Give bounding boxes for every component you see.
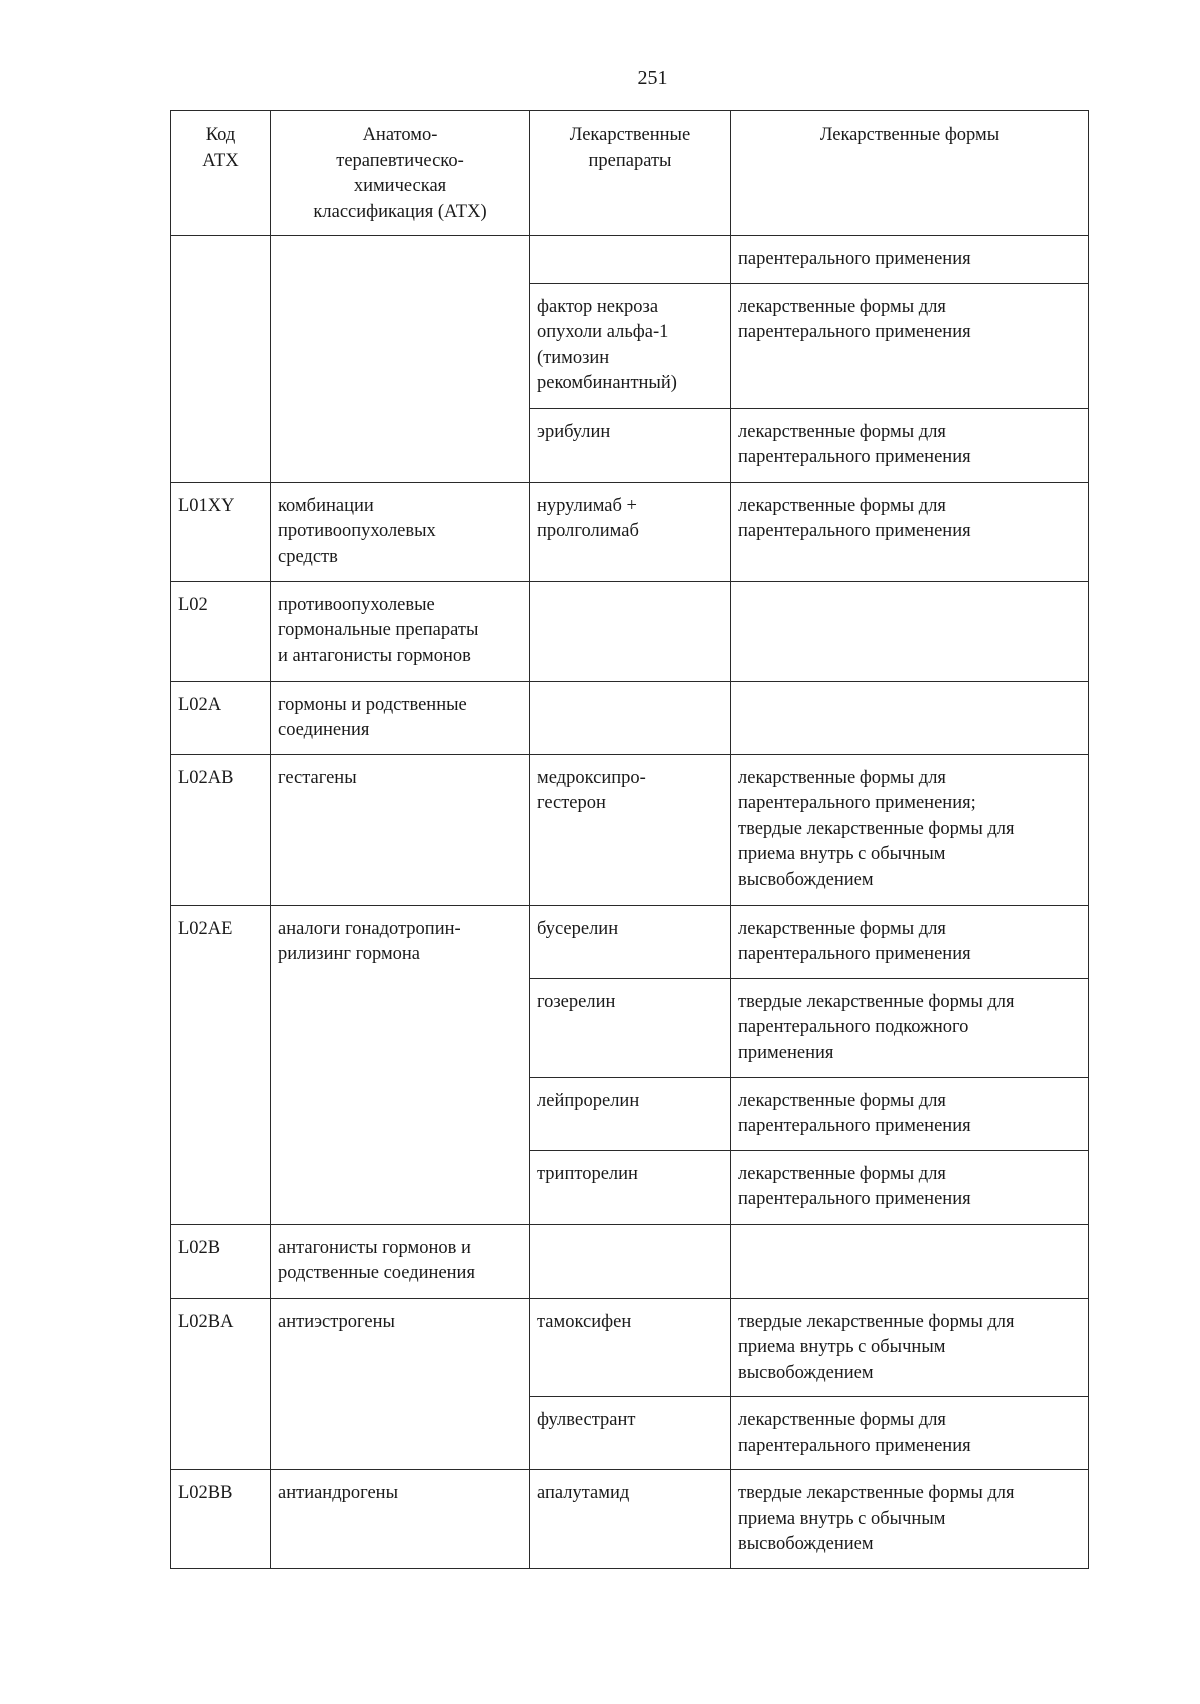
table-row — [171, 482, 1089, 581]
form-cell: лекарственные формы для парентерального применения — [731, 1397, 1089, 1470]
form-cell: твердые лекарственные формы для приема внутрь с обычным высвобождением — [731, 1298, 1089, 1397]
form-cell: твердые лекарственные формы для парентерального подкожного применения — [731, 978, 1089, 1077]
header-code: Код АТХ — [171, 111, 271, 236]
classification-cell: аналоги гонадотропин- рилизинг гормона — [271, 905, 530, 1224]
code-cell: L02BA — [171, 1298, 271, 1470]
form-cell: лекарственные формы для парентерального применения — [731, 1077, 1089, 1150]
drug-cell: апалутамид — [530, 1470, 731, 1569]
classification-cell: гестагены — [271, 754, 530, 905]
drug-cell — [530, 1224, 731, 1298]
classification-cell: антиэстрогены — [271, 1298, 530, 1470]
drug-cell: фулвестрант — [530, 1397, 731, 1470]
form-cell: лекарственные формы для парентерального применения — [731, 408, 1089, 482]
table-row — [171, 681, 1089, 754]
form-cell — [731, 681, 1089, 754]
table-row — [171, 754, 1089, 905]
drug-cell — [530, 681, 731, 754]
form-cell: лекарственные формы для парентерального применения — [731, 482, 1089, 581]
header-drugs: Лекарственные препараты — [530, 111, 731, 236]
code-cell: L02AB — [171, 754, 271, 905]
classification-cell: гормоны и родственные соединения — [271, 681, 530, 754]
form-cell: твердые лекарственные формы для приема внутрь с обычным высвобождением — [731, 1470, 1089, 1569]
form-cell: лекарственные формы для парентерального применения — [731, 283, 1089, 408]
code-cell: L02B — [171, 1224, 271, 1298]
form-cell: лекарственные формы для парентерального применения — [731, 905, 1089, 978]
drug-cell — [530, 581, 731, 681]
code-cell: L01XY — [171, 482, 271, 581]
code-cell: L02 — [171, 581, 271, 681]
table-row — [171, 1298, 1089, 1397]
header-classification: Анатомо- терапевтическо- химическая классификация (АТХ) — [271, 111, 530, 236]
drug-cell: лейпрорелин — [530, 1077, 731, 1150]
classification-cell-empty — [271, 236, 530, 483]
drug-cell — [530, 236, 731, 284]
table-header-row — [171, 111, 1089, 236]
code-cell: L02AE — [171, 905, 271, 1224]
table-row — [171, 1224, 1089, 1298]
drug-cell: бусерелин — [530, 905, 731, 978]
page-number: 251 — [637, 67, 668, 89]
form-cell — [731, 581, 1089, 681]
table-row — [171, 905, 1089, 978]
drug-cell: тамоксифен — [530, 1298, 731, 1397]
table-row — [171, 1470, 1089, 1569]
classification-cell: противоопухолевые гормональные препараты и антагонисты гормонов — [271, 581, 530, 681]
drug-cell: трипторелин — [530, 1150, 731, 1224]
code-cell-empty — [171, 236, 271, 483]
drug-cell: медроксипро- гестерон — [530, 754, 731, 905]
table-row — [171, 236, 1089, 284]
classification-cell: комбинации противоопухолевых средств — [271, 482, 530, 581]
atc-table — [170, 110, 1089, 1569]
form-cell: лекарственные формы для парентерального применения — [731, 1150, 1089, 1224]
header-forms: Лекарственные формы — [731, 111, 1089, 236]
drug-cell: фактор некроза опухоли альфа-1 (тимозин рекомбинантный) — [530, 283, 731, 408]
drug-cell: нурулимаб + пролголимаб — [530, 482, 731, 581]
drug-cell: эрибулин — [530, 408, 731, 482]
drug-cell: гозерелин — [530, 978, 731, 1077]
classification-cell: антиандрогены — [271, 1470, 530, 1569]
form-cell: парентерального применения — [731, 236, 1089, 284]
table-row — [171, 581, 1089, 681]
code-cell: L02BB — [171, 1470, 271, 1569]
form-cell — [731, 1224, 1089, 1298]
code-cell: L02A — [171, 681, 271, 754]
form-cell: лекарственные формы для парентерального применения; твердые лекарственные формы для приема внутрь с обычным высвобождением — [731, 754, 1089, 905]
classification-cell: антагонисты гормонов и родственные соединения — [271, 1224, 530, 1298]
